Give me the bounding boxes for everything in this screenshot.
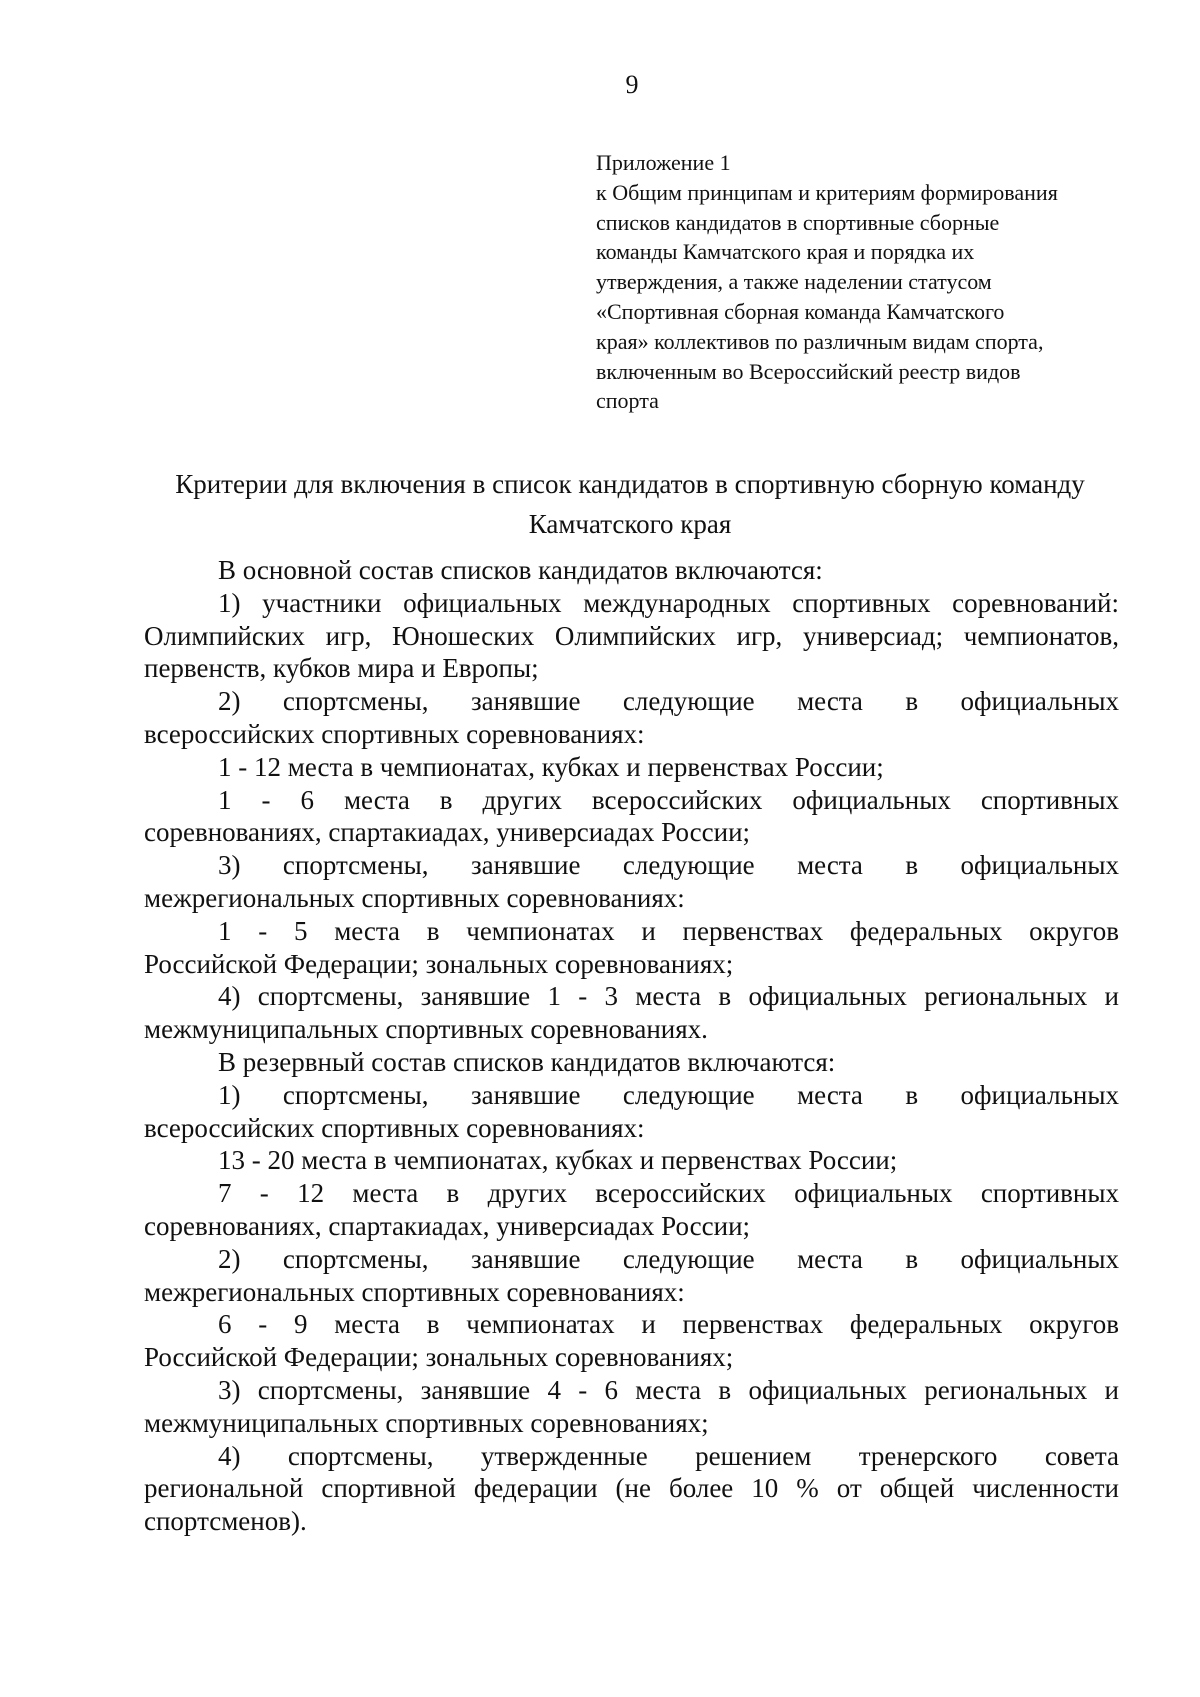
section-heading-main: В основной состав списков кандидатов включаются:	[218, 555, 823, 585]
body-line: 3) спортсмены, занявшие 4 - 6 места в официальных региональных и	[218, 1374, 1119, 1405]
body-line: межмуниципальных спортивных соревнованиях;	[144, 1407, 709, 1438]
body-line: Российской Федерации; зональных соревнованиях;	[144, 1342, 734, 1373]
body-line: 3) спортсмены, занявшие следующие места в официальных	[218, 850, 1119, 881]
appendix-line: края» коллективов по различным видам спорта,	[596, 328, 1044, 354]
body-line: 13 - 20 места в чемпионатах, кубках и первенствах России;	[218, 1145, 898, 1176]
body-line: 4) спортсмены, утвержденные решением тренерского совета	[218, 1440, 1119, 1471]
body-line: 1 - 6 места в других всероссийских официальных спортивных	[218, 784, 1119, 815]
appendix-line: Приложение 1	[596, 150, 731, 175]
body-line: всероссийских спортивных соревнованиях:	[144, 1112, 645, 1143]
body-line: соревнованиях, спартакиадах, универсиадах России;	[144, 1210, 751, 1241]
appendix-line: команды Камчатского края и порядка их	[596, 239, 975, 265]
body-line: 2) спортсмены, занявшие следующие места в официальных	[218, 686, 1119, 717]
body-line: 1) спортсмены, занявшие следующие места в официальных	[218, 1079, 1119, 1110]
body-line: региональной спортивной федерации (не более 10 % от общей численности	[144, 1473, 1119, 1504]
section-heading-reserve: В резервный состав списков кандидатов включаются:	[218, 1046, 836, 1077]
document-body	[144, 554, 1119, 1538]
body-line: 1 - 5 места в чемпионатах и первенствах федеральных округов	[218, 915, 1119, 946]
body-line: Олимпийских игр, Юношеских Олимпийских игр, универсиад; чемпионатов,	[144, 620, 1119, 651]
appendix-line: спорта	[596, 388, 659, 414]
appendix-line: к Общим принципам и критериям формирования	[596, 179, 1058, 205]
body-line: 6 - 9 места в чемпионатах и первенствах федеральных округов	[218, 1309, 1119, 1340]
body-line: 4) спортсмены, занявшие 1 - 3 места в официальных региональных и	[218, 981, 1119, 1012]
title-line: Камчатского края	[528, 509, 732, 539]
document-title	[130, 464, 1130, 544]
body-line: 7 - 12 места в других всероссийских официальных спортивных	[218, 1178, 1119, 1209]
body-line: соревнованиях, спартакиадах, универсиадах России;	[144, 817, 751, 848]
appendix-line: «Спортивная сборная команда Камчатского	[596, 298, 1005, 324]
body-line: 1) участники официальных международных спортивных соревнований:	[218, 587, 1119, 618]
body-line: всероссийских спортивных соревнованиях:	[144, 718, 645, 749]
body-line: первенств, кубков мира и Европы;	[144, 653, 539, 684]
body-line: 2) спортсмены, занявшие следующие места в официальных	[218, 1243, 1119, 1274]
page-number: 9	[625, 70, 639, 99]
body-line: межмуниципальных спортивных соревнованиях.	[144, 1014, 708, 1045]
body-line: 1 - 12 места в чемпионатах, кубках и первенствах России;	[218, 751, 884, 782]
body-line: спортсменов).	[144, 1506, 307, 1537]
appendix-line: списков кандидатов в спортивные сборные	[596, 209, 1000, 235]
appendix-line: включенным во Всероссийский реестр видов	[596, 358, 1021, 384]
title-line: Критерии для включения в список кандидатов в спортивную сборную команду	[175, 469, 1085, 499]
body-line: межрегиональных спортивных соревнованиях:	[144, 882, 685, 913]
body-line: межрегиональных спортивных соревнованиях:	[144, 1276, 685, 1307]
body-line: Российской Федерации; зональных соревнованиях;	[144, 948, 734, 979]
appendix-reference	[596, 148, 1116, 416]
appendix-line: утверждения, а также наделении статусом	[596, 269, 992, 295]
